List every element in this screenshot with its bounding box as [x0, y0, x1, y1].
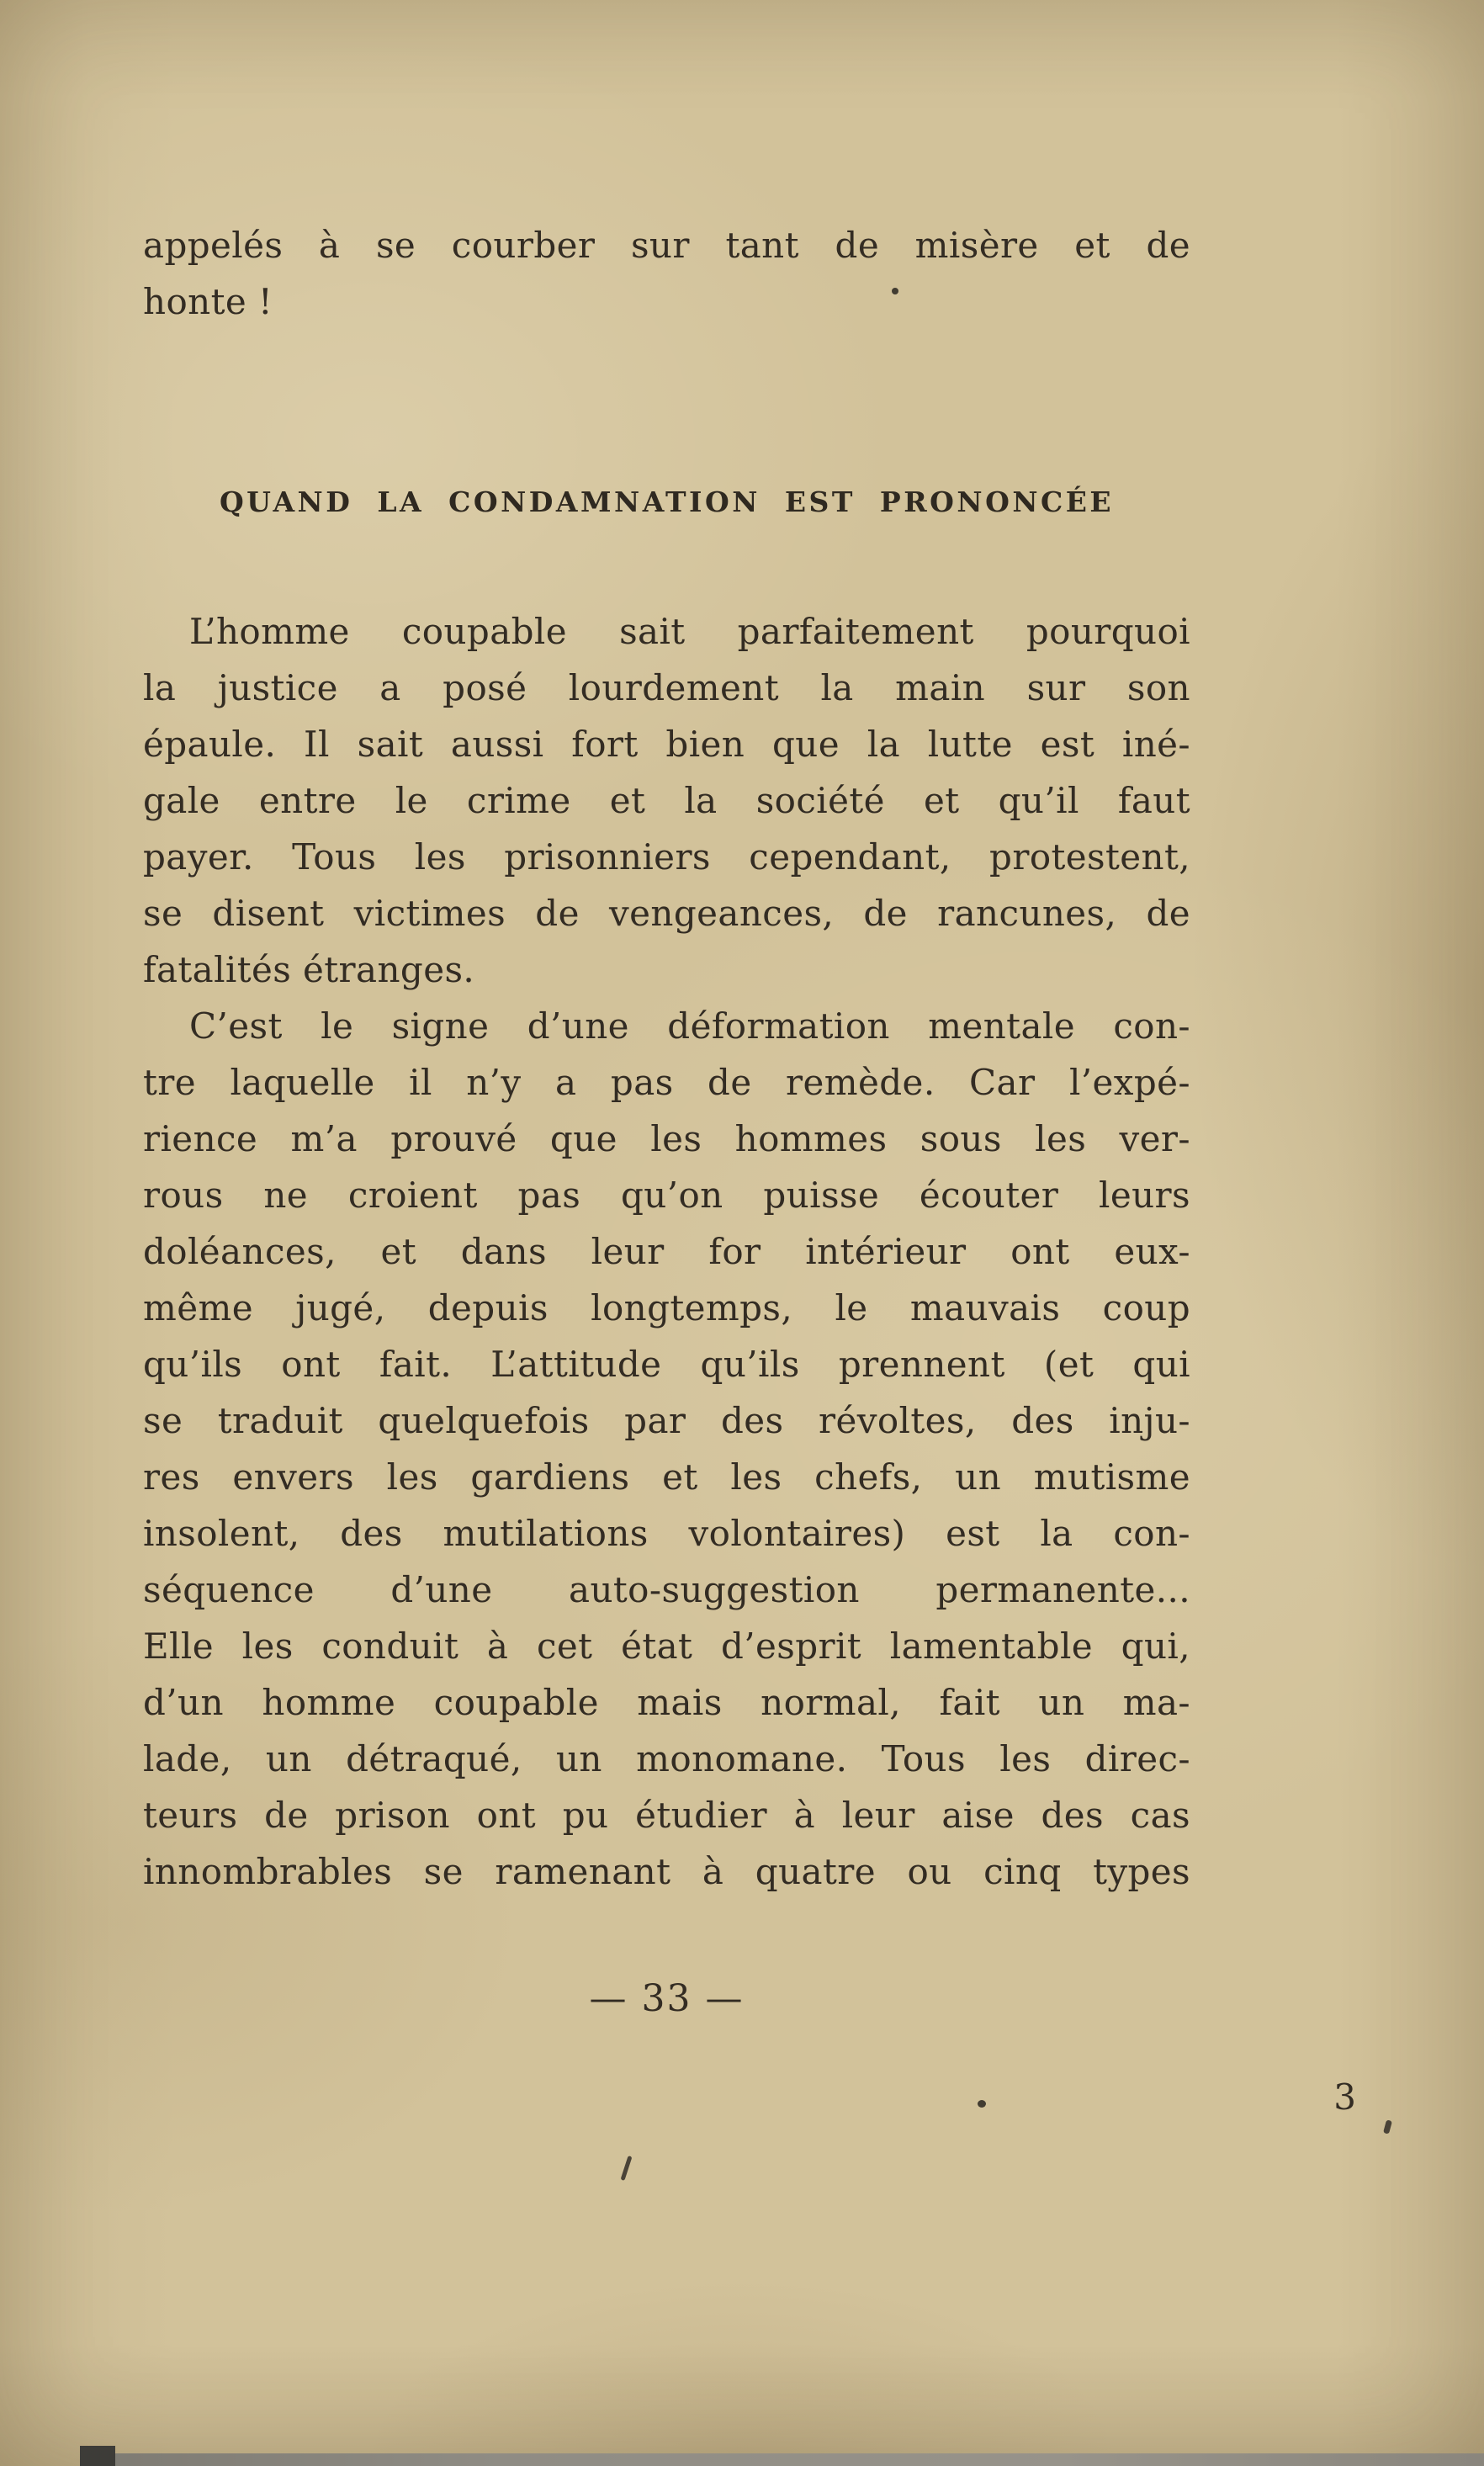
- body-paragraphs: [143, 603, 1190, 1900]
- text-line: rience m’a prouvé que les hommes sous les ver-: [143, 1118, 1190, 1159]
- text-line: res envers les gardiens et les chefs, un mutisme: [143, 1456, 1190, 1498]
- text-column: [143, 0, 1190, 2020]
- text-line: la justice a posé lourdement la main sur son: [143, 667, 1190, 708]
- text-line: doléances, et dans leur for intérieur ont eux-: [143, 1231, 1190, 1272]
- text-line: C’est le signe d’une déformation mentale con-: [189, 1005, 1190, 1047]
- scan-edge-notch: [80, 2446, 115, 2466]
- paragraph: [143, 603, 1190, 998]
- page-number: — 33 —: [589, 1977, 745, 2020]
- text-line: gale entre le crime et la société et qu’il faut: [143, 780, 1190, 821]
- scan-artifact: [1383, 2119, 1392, 2134]
- scan-artifact: [892, 288, 898, 294]
- text-line: teurs de prison ont pu étudier à leur aise des cas: [143, 1795, 1190, 1836]
- continuation-paragraph: [143, 217, 1190, 330]
- text-line: se traduit quelquefois par des révoltes, des inju-: [143, 1400, 1190, 1441]
- text-line: qu’ils ont fait. L’attitude qu’ils prennent (et qui: [143, 1344, 1190, 1385]
- text-line: épaule. Il sait aussi fort bien que la lutte est iné-: [143, 724, 1190, 765]
- text-line: honte !: [143, 281, 273, 322]
- scan-artifact: [978, 2100, 986, 2108]
- scan-edge: [80, 2453, 1484, 2466]
- text-line: innombrables se ramenant à quatre ou cinq types: [143, 1851, 1190, 1892]
- text-line: séquence d’une auto-suggestion permanente...: [143, 1569, 1190, 1610]
- text-line: payer. Tous les prisonniers cependant, protestent,: [143, 836, 1190, 878]
- paragraph: [143, 998, 1190, 1900]
- text-line: insolent, des mutilations volontaires) est la con-: [143, 1513, 1190, 1554]
- text-line: lade, un détraqué, un monomane. Tous les direc-: [143, 1738, 1190, 1779]
- text-line: d’un homme coupable mais normal, fait un ma-: [143, 1682, 1190, 1723]
- text-line: tre laquelle il n’y a pas de remède. Car l’expé-: [143, 1062, 1190, 1103]
- text-line: se disent victimes de vengeances, de rancunes, de: [143, 893, 1190, 934]
- section-heading: QUAND LA CONDAMNATION EST PRONONCÉE: [219, 485, 1115, 518]
- text-line: fatalités étranges.: [143, 949, 475, 990]
- text-line: appelés à se courber sur tant de misère et de: [143, 225, 1190, 266]
- text-line: L’homme coupable sait parfaitement pourquoi: [189, 611, 1190, 652]
- text-line: rous ne croient pas qu’on puisse écouter leurs: [143, 1175, 1190, 1216]
- corner-page-number: 3: [1333, 2076, 1356, 2118]
- text-line: Elle les conduit à cet état d’esprit lamentable qui,: [143, 1625, 1190, 1667]
- text-line: même jugé, depuis longtemps, le mauvais coup: [143, 1287, 1190, 1328]
- scan-artifact: [620, 2156, 632, 2181]
